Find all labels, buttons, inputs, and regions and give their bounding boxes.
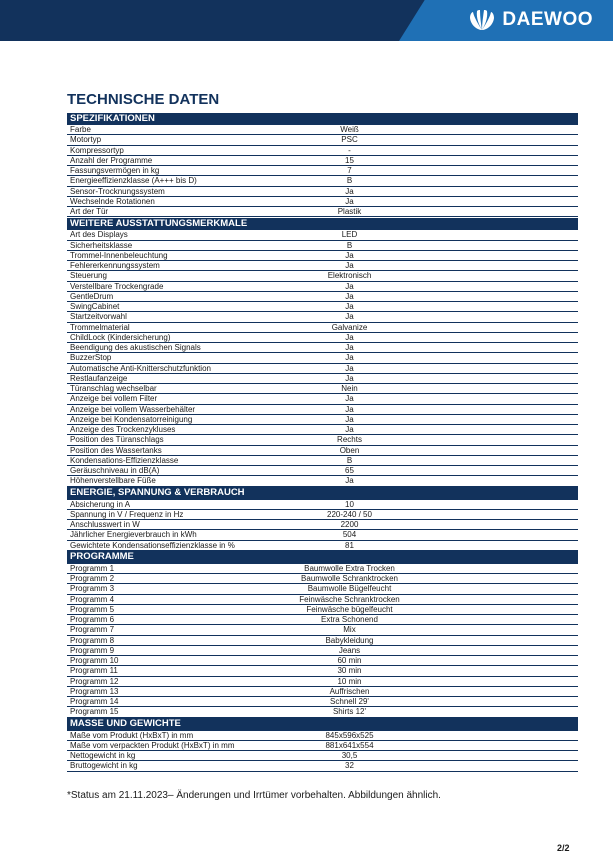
spec-label: Programm 5 [70,604,115,614]
spec-value: Ja [345,302,354,311]
spec-label: Programm 6 [70,615,115,624]
spec-value: Ja [345,291,354,301]
spec-label: Programm 13 [70,686,119,696]
spec-label: Anzeige des Trockenzykluses [70,425,176,434]
spec-row [67,312,578,322]
spec-value: Ja [345,353,354,363]
spec-value: Feinwäsche bügelfeucht [306,604,393,614]
section-header: WEITERE AUSSTATTUNGSMERKMALE [67,218,578,231]
spec-row [67,476,578,486]
spec-label: Wechselnde Rotationen [70,196,155,206]
spec-label: Maße vom verpackten Produkt (HxBxT) in mm [70,740,235,750]
spec-label: Verstellbare Trockengrade [70,281,164,291]
spec-label: GentleDrum [70,291,114,301]
spec-label: Gewichtete Kondensationseffizienzklasse in % [70,540,235,550]
spec-value: Baumwolle Schranktrocken [301,574,398,583]
spec-value: Elektronisch [327,271,372,281]
spec-row [67,333,578,343]
spec-row [67,605,578,615]
section-header: SPEZIFIKATIONEN [67,113,578,126]
spec-label: Position des Türanschlags [70,435,164,445]
brand-name: DAEWOO [502,9,593,30]
spec-label: Programm 11 [70,666,118,676]
spec-value: 845x596x525 [325,730,374,740]
spec-label: Anzeige bei Kondensatorreinigung [70,414,193,424]
spec-value: 220-240 / 50 [327,509,372,519]
spec-value: Ja [345,343,354,352]
spec-row [67,251,578,261]
spec-row [67,135,578,145]
spec-row [67,187,578,197]
spec-label: Motortyp [70,135,102,145]
spec-row [67,292,578,302]
spec-value: 2200 [340,520,359,529]
spec-row [67,176,578,186]
spec-row [67,197,578,207]
spec-value: Galvanize [331,322,368,332]
spec-value: Ja [345,476,354,486]
spec-value: Extra Schonend [321,615,378,624]
spec-value: 881x641x554 [325,740,374,750]
spec-row [67,384,578,394]
spec-row [67,466,578,476]
spec-value: - [348,145,351,155]
section-header: PROGRAMME [67,551,578,564]
spec-value: 504 [342,530,357,540]
daewoo-shell-icon [468,9,496,31]
spec-label: Anzeige bei vollem Filter [70,394,158,404]
spec-label: Automatische Anti-Knitterschutzfunktion [70,363,211,373]
spec-label: BuzzerStop [70,353,112,363]
spec-row [67,510,578,520]
spec-row [67,636,578,646]
spec-label: Programm 12 [70,676,119,686]
spec-value: 10 [345,499,354,509]
spec-value: Nein [341,384,358,393]
spec-label: Anzahl der Programme [70,155,153,165]
spec-row [67,584,578,594]
spec-row [67,751,578,761]
spec-label: Maße vom Produkt (HxBxT) in mm [70,730,194,740]
spec-row [67,166,578,176]
spec-value: Baumwolle Extra Trocken [304,563,395,573]
spec-label: Programm 10 [70,656,119,665]
spec-value: Ja [345,363,354,373]
spec-label: Fehlererkennungssystem [70,261,160,270]
spec-value: Ja [345,261,354,270]
spec-label: Energieeffizienzklasse (A+++ bis D) [70,176,197,186]
spec-label: Farbe [70,125,91,134]
spec-value: Feinwäsche Schranktrocken [299,594,400,604]
spec-value: Ja [345,281,354,291]
brand-logo [468,9,593,31]
spec-row [67,125,578,135]
spec-label: Geräuschniveau in dB(A) [70,466,160,475]
spec-label: Art des Displays [70,230,128,240]
spec-row [67,353,578,363]
spec-row [67,677,578,687]
spec-label: Anschlusswert in W [70,520,140,529]
spec-row [67,741,578,751]
spec-row [67,530,578,540]
spec-row [67,405,578,415]
spec-label: Spannung in V / Frequenz in Hz [70,509,184,519]
spec-value: Mix [343,625,356,635]
spec-value: Ja [345,250,354,260]
spec-row [67,282,578,292]
spec-value: Auffrischen [329,686,370,696]
header-bar [0,0,613,41]
spec-row [67,241,578,251]
spec-value: Oben [339,445,360,455]
spec-value: Ja [345,332,354,342]
spec-label: Höhenverstellbare Füße [70,476,156,486]
section-header: ENERGIE, SPANNUNG & VERBRAUCH [67,487,578,500]
spec-value: Babykleidung [325,635,374,645]
spec-value: Baumwolle Bügelfeucht [307,584,392,594]
spec-value: 30,5 [341,751,358,760]
spec-value: Ja [345,425,354,434]
spec-value: 60 min [337,656,362,665]
spec-value: B [346,240,353,250]
spec-row [67,230,578,240]
spec-value: Weiß [340,125,359,134]
spec-row [67,207,578,217]
section-header: MASSE UND GEWICHTE [67,718,578,731]
spec-label: Kondensations-Effizienzklasse [70,455,179,465]
spec-label: Bruttogewicht in kg [70,761,138,771]
spec-label: Programm 4 [70,594,115,604]
footnote: *Status am 21.11.2023– Änderungen und Irrtümer vorbehalten. Abbildungen ähnlich. [67,790,441,801]
spec-row [67,394,578,404]
spec-value: 30 min [337,666,362,676]
spec-row [67,687,578,697]
spec-value: 10 min [337,676,362,686]
page-number: 2/2 [557,843,570,853]
spec-value: Ja [345,186,354,196]
spec-value: 32 [345,761,354,771]
spec-row [67,625,578,635]
spec-label: Programm 7 [70,625,115,635]
spec-row [67,731,578,741]
spec-value: Schnell 29' [330,697,369,706]
spec-row [67,666,578,676]
spec-row [67,446,578,456]
spec-value: Ja [345,312,354,322]
spec-label: Absicherung in A [70,499,131,509]
spec-row [67,374,578,384]
spec-label: Position des Wassertanks [70,445,162,455]
spec-label: Anzeige bei vollem Wasserbehälter [70,404,196,414]
spec-label: Programm 3 [70,584,115,594]
spec-label: Steuerung [70,271,107,281]
spec-row [67,615,578,625]
spec-label: SwingCabinet [70,302,120,311]
spec-value: Shirts 12' [332,707,367,717]
spec-label: Sensor-Trocknungssystem [70,186,165,196]
spec-label: Nettogewicht in kg [70,751,136,760]
spec-row [67,435,578,445]
spec-label: Programm 15 [70,707,119,717]
spec-value: B [346,176,353,186]
spec-label: Programm 8 [70,635,115,645]
spec-value: Rechts [337,435,362,445]
spec-row [67,564,578,574]
spec-row [67,656,578,666]
spec-row [67,271,578,281]
spec-label: Programm 1 [70,563,115,573]
spec-value: Ja [345,414,354,424]
spec-table [67,112,578,772]
spec-label: Programm 2 [70,574,115,583]
spec-row [67,707,578,717]
spec-value: Ja [345,404,354,414]
spec-value: 81 [345,540,354,550]
spec-label: Art der Tür [70,207,109,216]
spec-value: Ja [345,196,354,206]
spec-row [67,343,578,353]
spec-label: Türanschlag wechselbar [70,384,157,393]
spec-row [67,323,578,333]
spec-label: Kompressortyp [70,145,124,155]
spec-value: Plastik [337,207,362,216]
spec-value: 15 [345,155,354,165]
spec-label: Sicherheitsklasse [70,240,133,250]
spec-row [67,364,578,374]
spec-label: Trommelmaterial [70,322,130,332]
spec-value: Jeans [338,645,361,655]
spec-row [67,697,578,707]
spec-row [67,456,578,466]
spec-value: LED [341,230,358,240]
spec-label: Fassungsvermögen in kg [70,166,160,175]
spec-row [67,646,578,656]
spec-label: Restlaufanzeige [70,373,128,383]
spec-label: Beendigung des akustischen Signals [70,343,201,352]
spec-row [67,146,578,156]
spec-row [67,425,578,435]
spec-label: Programm 9 [70,645,115,655]
spec-row [67,541,578,551]
spec-row [67,415,578,425]
spec-row [67,761,578,771]
spec-row [67,500,578,510]
spec-value: 65 [345,466,354,475]
spec-row [67,302,578,312]
spec-label: Startzeitvorwahl [70,312,127,322]
spec-row [67,156,578,166]
spec-row [67,520,578,530]
spec-row [67,595,578,605]
spec-label: ChildLock (Kindersicherung) [70,332,171,342]
spec-value: Ja [345,373,354,383]
spec-label: Programm 14 [70,697,119,706]
spec-value: PSC [341,135,358,145]
page-title: TECHNISCHE DATEN [67,91,220,108]
spec-row [67,261,578,271]
spec-value: B [346,455,353,465]
spec-value: 7 [347,166,352,175]
spec-label: Jährlicher Energieverbrauch in kWh [70,530,197,540]
spec-label: Trommel-Innenbeleuchtung [70,250,168,260]
spec-value: Ja [345,394,354,404]
spec-row [67,574,578,584]
